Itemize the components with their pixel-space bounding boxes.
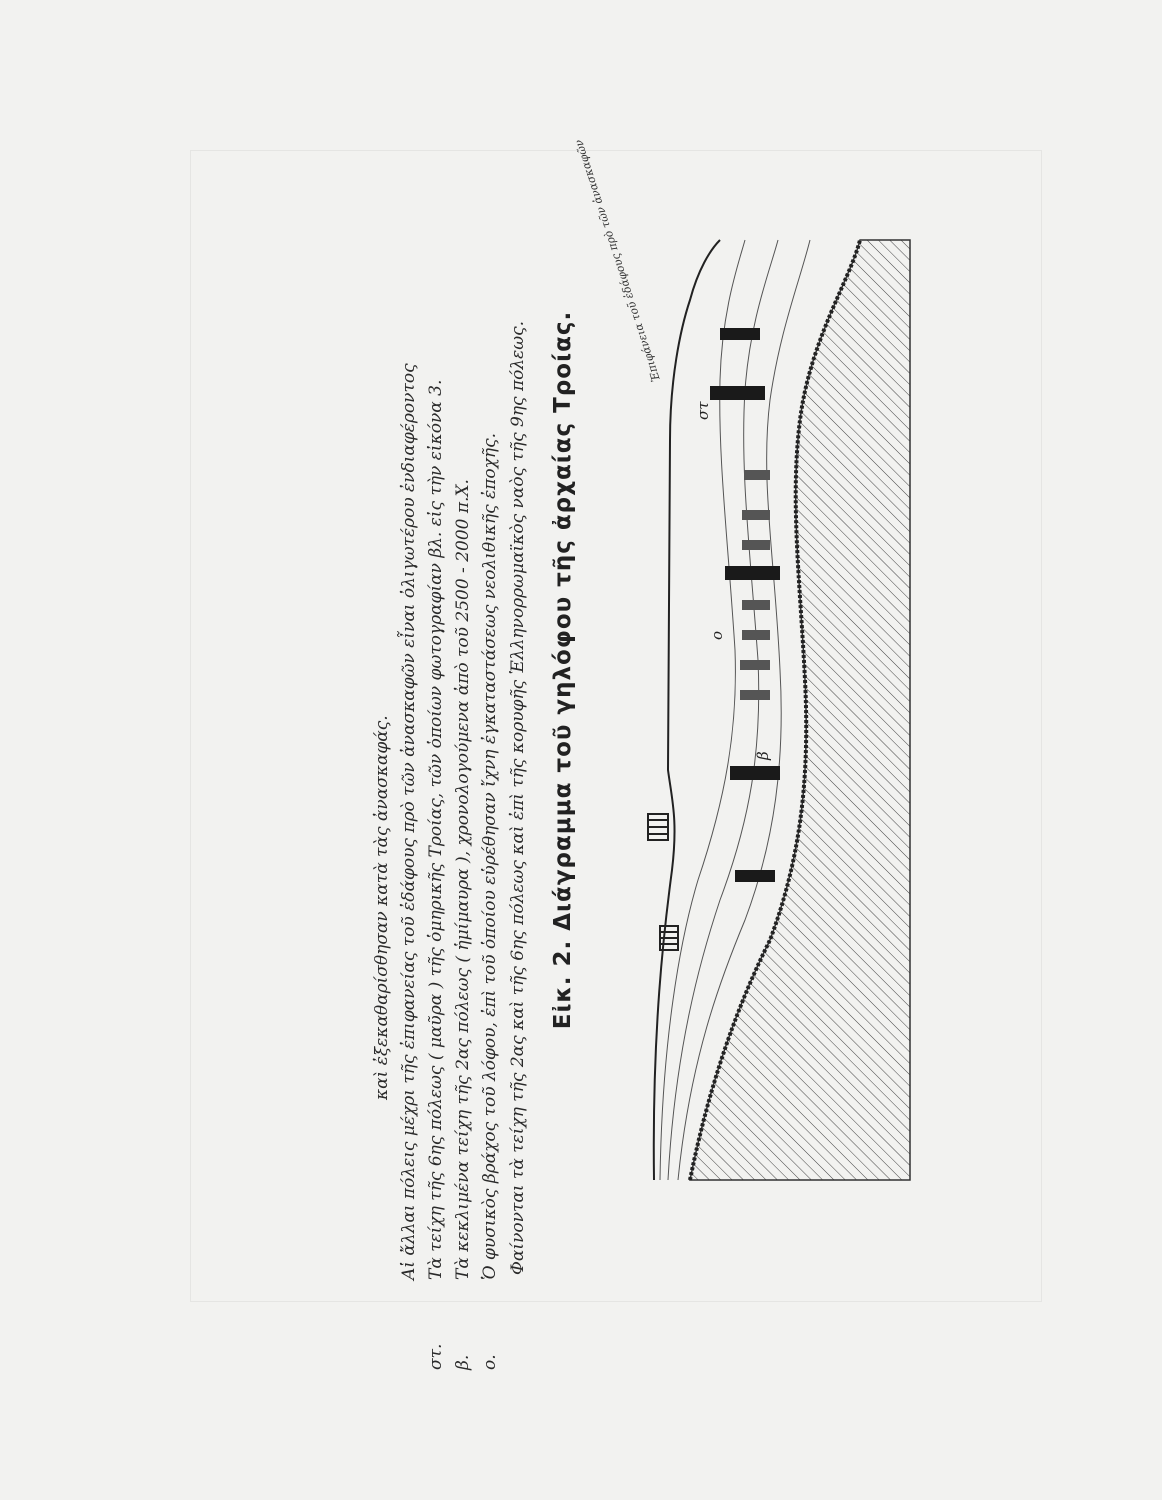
legend-closing-line1: Αἱ ἄλλαι πόλεις μέχρι τῆς ἐπιφανείας τοῦ ἐδάφους πρὸ τῶν ἀνασκαφῶν εἶναι ὀλιγωτέρου ἐνδιαφέροντος: [399, 363, 419, 1280]
ground-surface-line: [654, 240, 720, 1180]
legend-closing-line2: καὶ ἐξεκαθαρίσθησαν κατὰ τὰς ἀνασκαφάς.: [372, 715, 392, 1100]
mark-b: β: [754, 751, 772, 760]
figure-caption: Εἰκ. 2. Διάγραμμα τοῦ γηλόφου τῆς ἀρχαίας Τροίας.: [550, 310, 576, 1030]
legend-key: β.: [453, 1354, 473, 1370]
surface-label: Ἐπιφάνεια τοῦ ἐδάφους πρὸ τῶν ἀνασκαφῶν: [572, 137, 663, 384]
legend-text: Τὰ κεκλιμένα τείχη τῆς 2ας πόλεως ( ἡμίμαυρα ), χρονολογούμενα ἀπὸ τοῦ 2500 - 2000 π.Χ.: [453, 479, 473, 1280]
mark-o: ο: [708, 630, 726, 640]
legend-text: Ὁ φυσικὸς βράχος τοῦ λόφου, ἐπὶ τοῦ ὁποίου εὑρέθησαν ἴχνη ἐγκαταστάσεως νεολιθικῆς ἐποχῆς.: [480, 432, 500, 1280]
legend-key: στ.: [426, 1343, 446, 1370]
bedrock: [690, 240, 910, 1180]
legend-key: ο.: [480, 1354, 500, 1370]
legend-intro: Φαίνονται τὰ τείχη τῆς 2ας καὶ τῆς 6ης πόλεως καὶ ἐπὶ τῆς κορυφῆς Ἑλληνορρωμαϊκὸς ναὸς τῆς 9ης πόλεως.: [508, 320, 528, 1275]
legend-item-st: [426, 50, 446, 1370]
temple-left: [648, 814, 668, 840]
legend-text: Τὰ τείχη τῆς 6ης πόλεως ( μαῦρα ) τῆς ὁμηρικῆς Τροίας, τῶν ὁποίων φωτογραφίαν βλ. εἰς τὴν εἰκόνα 3.: [426, 379, 446, 1280]
legend-item-o: [480, 50, 500, 1370]
walls-2nd-city: [740, 470, 770, 700]
mark-st: στ: [694, 401, 712, 420]
troy-hill-section-diagram: [572, 137, 920, 1200]
legend-item-b: [453, 50, 473, 1370]
